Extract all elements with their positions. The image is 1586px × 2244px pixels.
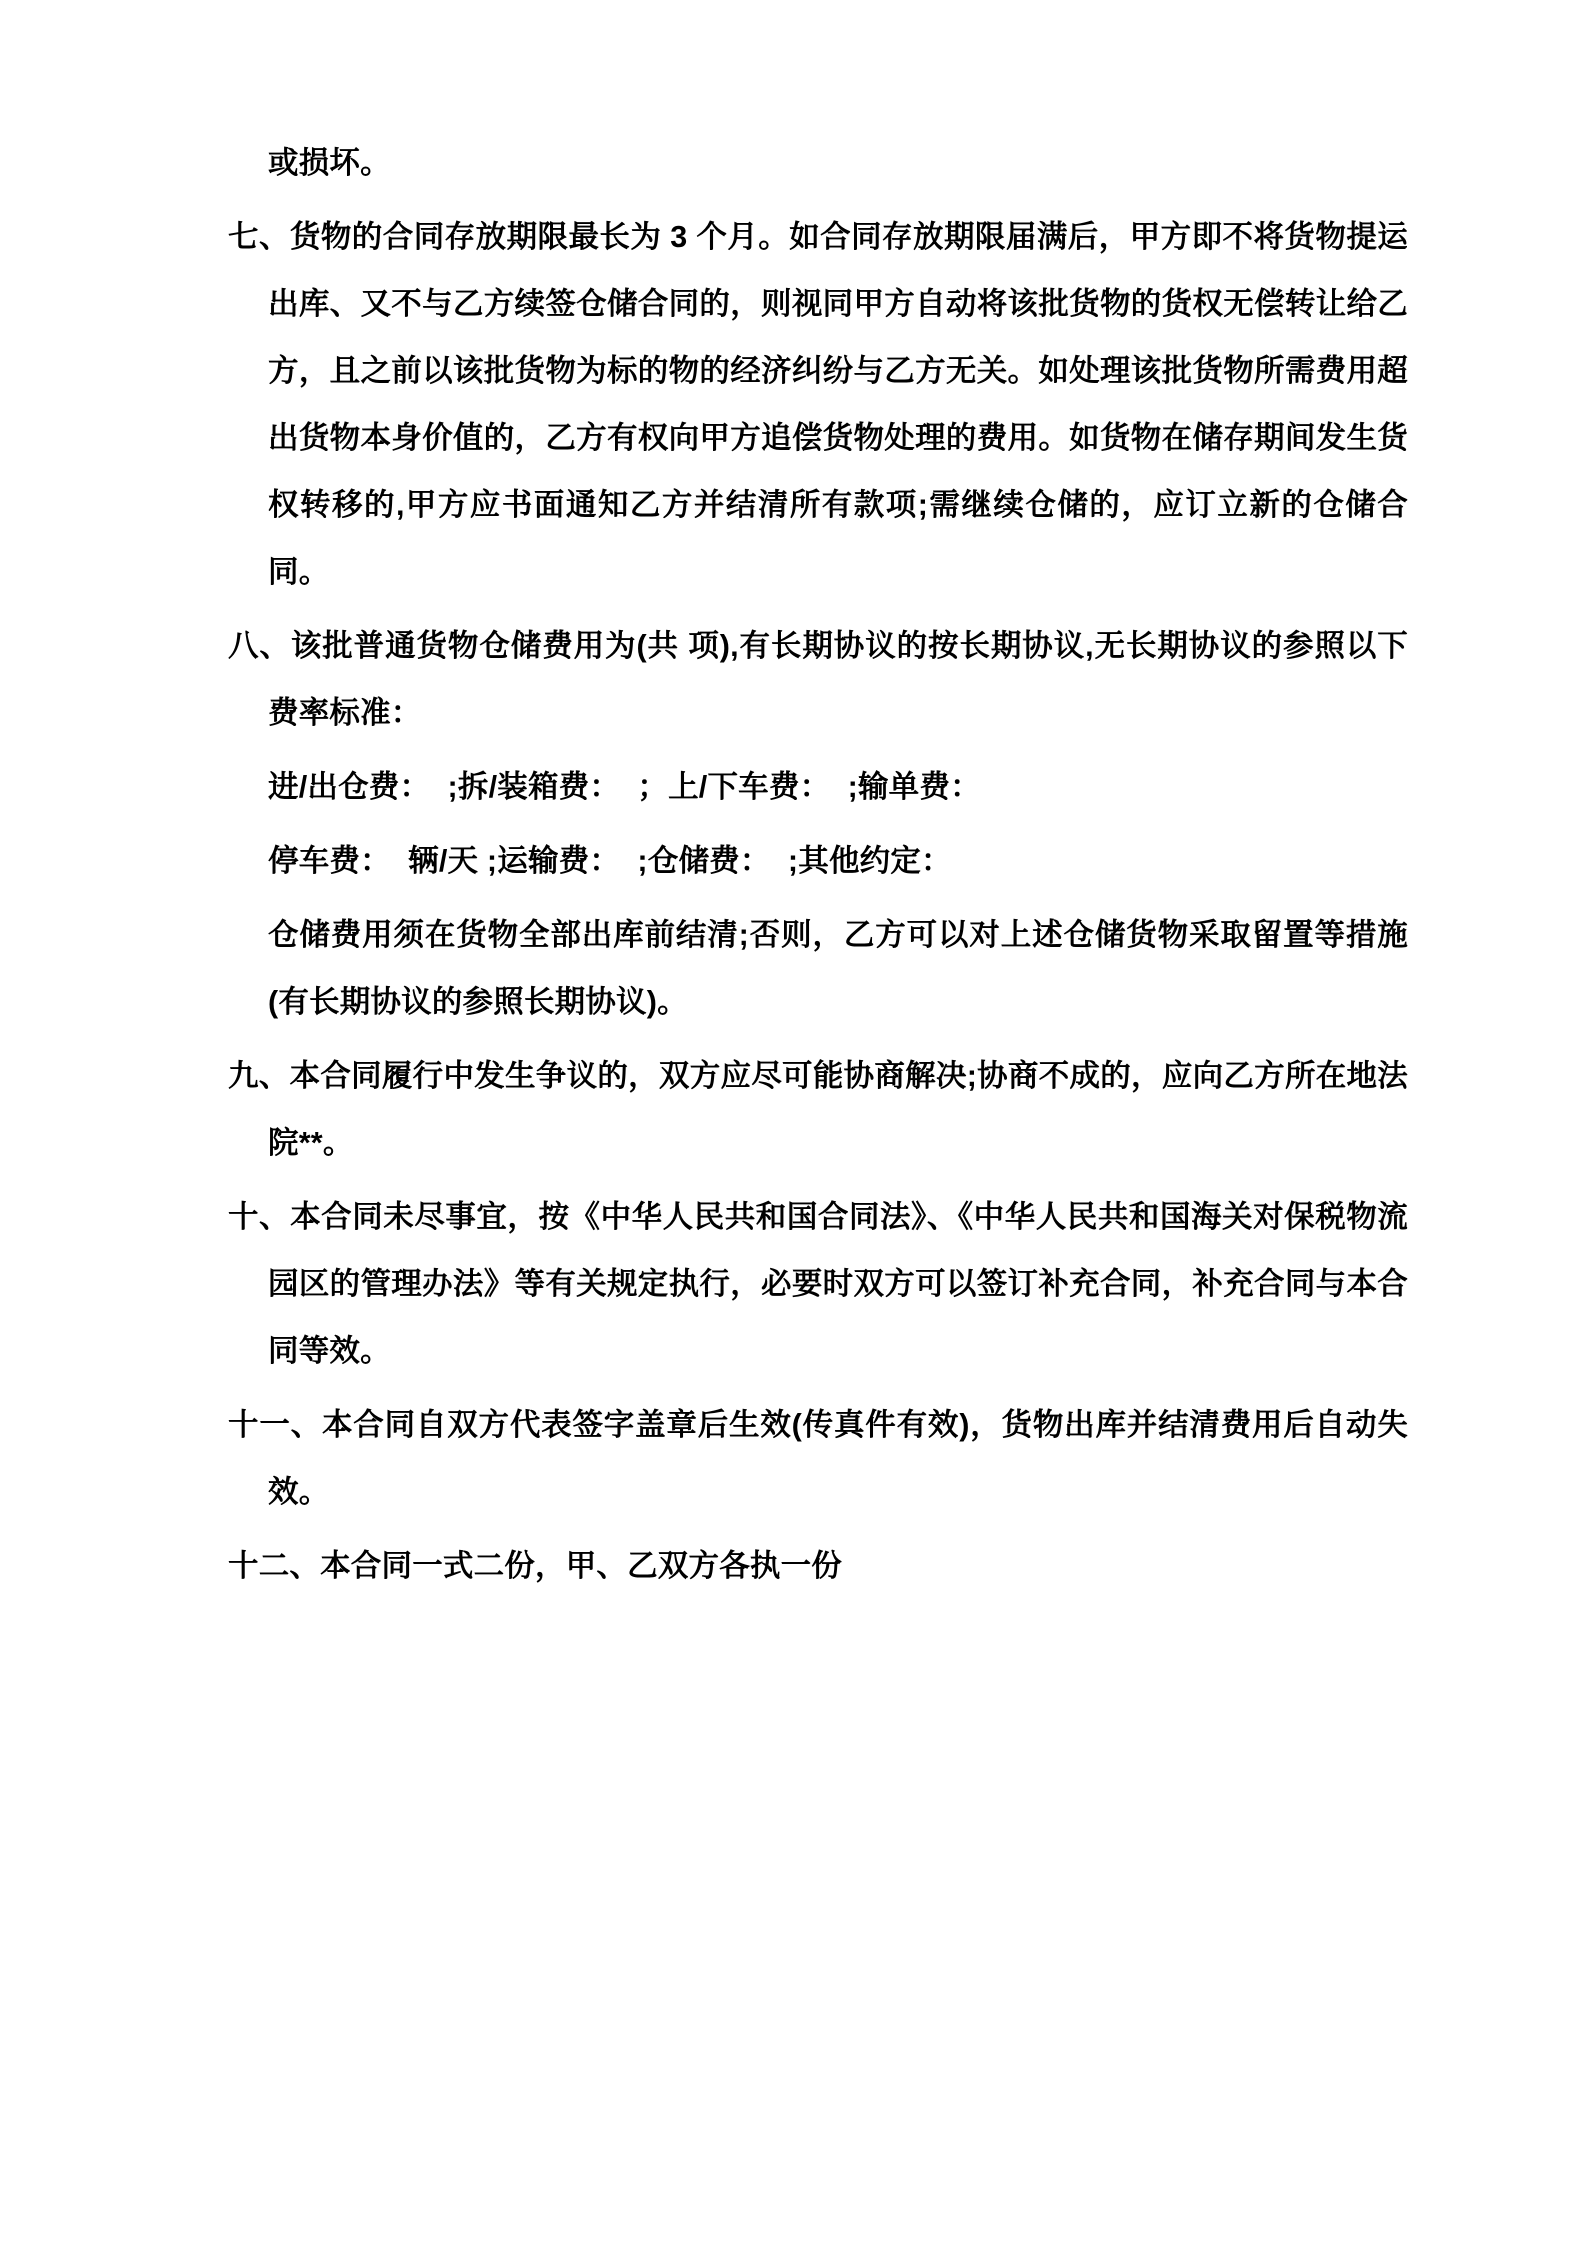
paragraph-fee-note: 仓储费用须在货物全部出库前结清;否则，乙方可以对上述仓储货物采取留置等措施(有长期协议的参照长期协议)。 (268, 918, 1408, 1019)
paragraph-clause-11: 十一、本合同自双方代表签字盖章后生效(传真件有效)，货物出库并结清费用后自动失效。 (228, 1408, 1408, 1509)
paragraph-fee-line-2: 停车费： 辆/天 ;运输费： ;仓储费： ;其他约定： (268, 844, 952, 878)
paragraph-clause-8: 八、该批普通货物仓储费用为(共 项),有长期协议的按长期协议,无长期协议的参照以下费率标准： (228, 629, 1408, 730)
document-body (228, 130, 1408, 1600)
paragraph-clause-7: 七、货物的合同存放期限最长为 3 个月。如合同存放期限届满后，甲方即不将货物提运出库、又不与乙方续签仓储合同的，则视同甲方自动将该批货物的货权无偿转让给乙方，且之前以该批货物为标的物的经济纠纷与乙方无关。如处理该批货物所需费用超出货物本身价值的，乙方有权向甲方追偿货物处理的费用。如货物在储存期间发生货权转移的,甲方应书面通知乙方并结清所有款项;需继续仓储的，应订立新的仓储合同。 (228, 220, 1408, 589)
paragraph-clause-9: 九、本合同履行中发生争议的，双方应尽可能协商解决;协商不成的，应向乙方所在地法院**。 (228, 1059, 1408, 1160)
paragraph-continuation: 或损坏。 (268, 146, 391, 180)
paragraph-fee-line-1: 进/出仓费： ;拆/装箱费： ；上/下车费： ;输单费： (268, 770, 981, 804)
paragraph-clause-12: 十二、本合同一式二份，甲、乙双方各执一份 (228, 1549, 842, 1583)
paragraph-clause-10: 十、本合同未尽事宜，按《中华人民共和国合同法》、《中华人民共和国海关对保税物流园区的管理办法》等有关规定执行，必要时双方可以签订补充合同，补充合同与本合同等效。 (228, 1200, 1408, 1368)
